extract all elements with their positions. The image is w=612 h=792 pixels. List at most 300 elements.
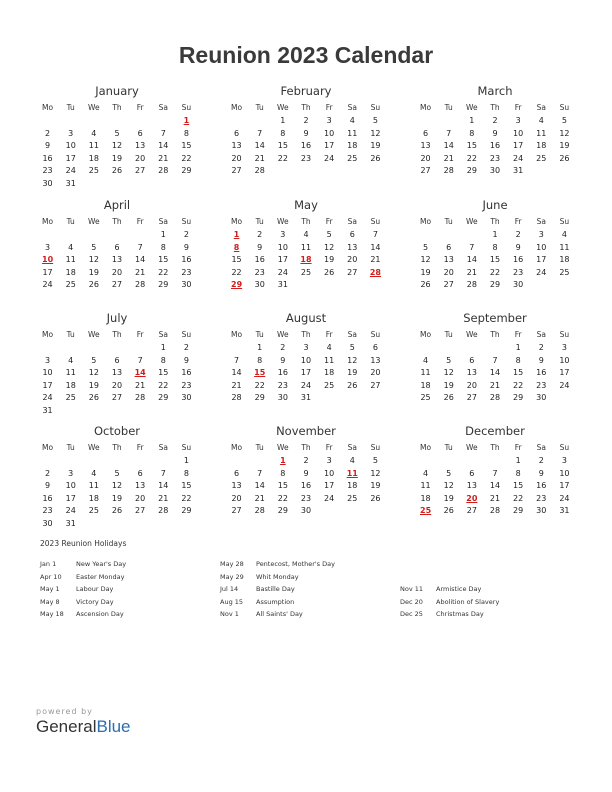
day-cell: 28 bbox=[254, 506, 265, 515]
empty-cell bbox=[59, 229, 82, 242]
weekday-header: Mo bbox=[420, 103, 432, 112]
day-cell: 31 bbox=[559, 506, 570, 515]
month-june bbox=[414, 198, 576, 292]
weekday-header: Tu bbox=[444, 330, 453, 339]
weekday-header: Tu bbox=[444, 103, 453, 112]
day-cell: 15 bbox=[181, 141, 192, 150]
month-days-grid bbox=[36, 327, 198, 417]
day-cell: 16 bbox=[42, 153, 53, 163]
month-april bbox=[36, 198, 198, 292]
day-cell: 18 bbox=[65, 380, 76, 390]
empty-cell bbox=[152, 455, 175, 468]
day-cell: 15 bbox=[158, 255, 169, 264]
weekday-header: Fr bbox=[325, 330, 333, 339]
empty-cell bbox=[59, 342, 82, 355]
day-cell: 8 bbox=[280, 128, 286, 138]
day-cell: 1 bbox=[280, 116, 286, 125]
day-cell: 6 bbox=[114, 242, 120, 252]
day-cell: 28 bbox=[489, 506, 501, 515]
day-cell: 22 bbox=[181, 153, 192, 163]
day-cell: 19 bbox=[347, 368, 358, 377]
holiday-date: May 29 bbox=[220, 572, 244, 581]
day-cell: 10 bbox=[65, 141, 76, 150]
day-cell: 29 bbox=[181, 166, 192, 175]
month-may bbox=[225, 198, 387, 292]
day-cell: 22 bbox=[158, 380, 169, 390]
weekday-header: Fr bbox=[514, 103, 522, 112]
month-days-grid bbox=[414, 440, 576, 518]
day-cell: 19 bbox=[443, 380, 454, 390]
day-cell: 26 bbox=[443, 393, 454, 402]
day-cell: 13 bbox=[443, 255, 454, 264]
holidays-title: 2023 Reunion Holidays bbox=[40, 539, 127, 548]
empty-cell bbox=[414, 229, 437, 242]
holiday-date: Dec 25 bbox=[400, 610, 423, 618]
holidays-column bbox=[400, 583, 580, 621]
weekday-header: Sa bbox=[536, 217, 546, 226]
day-cell: 29 bbox=[158, 280, 169, 289]
day-cell: 12 bbox=[443, 481, 454, 490]
day-cell: 30 bbox=[536, 506, 547, 515]
day-cell: 18 bbox=[347, 141, 358, 150]
day-cell: 20 bbox=[231, 493, 242, 503]
weekday-header: Mo bbox=[420, 443, 432, 452]
day-cell: 14 bbox=[443, 141, 454, 150]
day-cell: 4 bbox=[423, 468, 429, 478]
empty-cell bbox=[129, 342, 152, 355]
month-days-grid bbox=[36, 440, 198, 530]
day-cell: 27 bbox=[466, 506, 477, 515]
holiday-name: Armistice Day bbox=[436, 585, 482, 593]
day-cell: 1 bbox=[515, 343, 521, 352]
holiday-row bbox=[400, 583, 580, 596]
month-days-grid bbox=[225, 214, 387, 292]
holiday-day-cell: 11 bbox=[346, 468, 358, 478]
day-cell: 6 bbox=[349, 230, 355, 239]
day-cell: 16 bbox=[536, 481, 547, 490]
day-cell: 27 bbox=[420, 166, 431, 175]
generalblue-logo[interactable] bbox=[36, 717, 131, 737]
day-cell: 7 bbox=[257, 128, 263, 138]
day-cell: 4 bbox=[349, 116, 355, 125]
weekday-header: Th bbox=[112, 217, 122, 226]
weekday-header: Sa bbox=[536, 443, 546, 452]
holiday-day-cell: 15 bbox=[254, 368, 266, 377]
day-cell: 11 bbox=[324, 355, 335, 365]
empty-cell bbox=[105, 455, 128, 468]
day-cell: 25 bbox=[420, 393, 431, 402]
day-cell: 20 bbox=[111, 380, 123, 390]
day-cell: 10 bbox=[513, 128, 524, 138]
day-cell: 21 bbox=[158, 493, 169, 503]
day-cell: 3 bbox=[280, 230, 286, 239]
weekday-header: Tu bbox=[66, 330, 75, 339]
day-cell: 18 bbox=[324, 368, 335, 377]
holiday-row bbox=[40, 583, 220, 596]
holiday-date: Nov 1 bbox=[220, 610, 239, 618]
day-cell: 10 bbox=[536, 242, 547, 252]
empty-cell bbox=[414, 342, 437, 355]
day-cell: 2 bbox=[492, 116, 498, 125]
day-cell: 6 bbox=[469, 468, 475, 478]
day-cell: 9 bbox=[45, 481, 51, 490]
weekday-header: We bbox=[466, 217, 478, 226]
day-cell: 2 bbox=[45, 128, 51, 138]
day-cell: 9 bbox=[183, 355, 189, 365]
day-cell: 31 bbox=[300, 393, 312, 402]
day-cell: 2 bbox=[257, 230, 263, 239]
day-cell: 17 bbox=[65, 153, 76, 163]
empty-cell bbox=[129, 229, 152, 242]
holiday-row bbox=[400, 596, 580, 609]
day-cell: 17 bbox=[300, 368, 312, 377]
day-cell: 22 bbox=[466, 153, 477, 163]
day-cell: 10 bbox=[559, 355, 570, 365]
day-cell: 21 bbox=[489, 380, 501, 390]
day-cell: 28 bbox=[135, 393, 146, 402]
month-march bbox=[414, 84, 576, 178]
day-cell: 23 bbox=[489, 153, 501, 163]
day-cell: 2 bbox=[303, 116, 309, 125]
weekday-header: Su bbox=[559, 330, 570, 339]
day-cell: 7 bbox=[137, 355, 143, 365]
day-cell: 8 bbox=[515, 355, 521, 365]
day-cell: 24 bbox=[65, 166, 76, 175]
day-cell: 12 bbox=[111, 481, 123, 490]
day-cell: 14 bbox=[489, 481, 501, 490]
day-cell: 2 bbox=[280, 343, 286, 352]
day-cell: 21 bbox=[489, 493, 501, 503]
weekday-header: Mo bbox=[42, 217, 54, 226]
holiday-row bbox=[40, 571, 220, 584]
empty-cell bbox=[437, 455, 460, 468]
day-cell: 27 bbox=[111, 280, 123, 289]
logo-blue: Blue bbox=[96, 717, 131, 736]
day-cell: 19 bbox=[443, 493, 454, 503]
holiday-name: Victory Day bbox=[76, 597, 114, 606]
holiday-name: Christmas Day bbox=[436, 610, 484, 618]
powered-by-text: powered by bbox=[36, 707, 93, 716]
day-cell: 24 bbox=[513, 153, 524, 163]
day-cell: 24 bbox=[559, 380, 570, 390]
weekday-header: Tu bbox=[66, 443, 75, 452]
day-cell: 28 bbox=[466, 280, 477, 289]
day-cell: 27 bbox=[111, 393, 123, 402]
empty-cell bbox=[152, 115, 175, 128]
day-cell: 9 bbox=[280, 355, 286, 365]
empty-cell bbox=[82, 342, 105, 355]
day-cell: 26 bbox=[88, 393, 99, 402]
day-cell: 21 bbox=[466, 267, 477, 277]
empty-cell bbox=[437, 115, 460, 128]
day-cell: 7 bbox=[137, 242, 143, 252]
day-cell: 27 bbox=[347, 267, 358, 277]
day-cell: 23 bbox=[181, 380, 192, 390]
day-cell: 14 bbox=[370, 242, 381, 252]
weekday-header: Mo bbox=[231, 103, 243, 112]
day-cell: 9 bbox=[45, 141, 51, 150]
day-cell: 2 bbox=[183, 343, 189, 352]
day-cell: 9 bbox=[257, 242, 263, 252]
weekday-header: Su bbox=[559, 443, 570, 452]
day-cell: 13 bbox=[370, 355, 381, 365]
day-cell: 28 bbox=[158, 166, 169, 175]
holiday-date: Jan 1 bbox=[40, 560, 57, 568]
day-cell: 4 bbox=[326, 343, 332, 352]
day-cell: 4 bbox=[68, 355, 74, 365]
day-cell: 1 bbox=[492, 230, 498, 239]
day-cell: 14 bbox=[489, 368, 501, 377]
day-cell: 4 bbox=[91, 128, 97, 138]
day-cell: 17 bbox=[277, 255, 288, 264]
day-cell: 9 bbox=[303, 468, 309, 478]
day-cell: 5 bbox=[114, 468, 120, 478]
weekday-header: Su bbox=[370, 217, 381, 226]
month-days-grid bbox=[36, 100, 198, 190]
empty-cell bbox=[129, 115, 152, 128]
day-cell: 18 bbox=[65, 267, 76, 277]
day-cell: 30 bbox=[536, 393, 547, 402]
day-cell: 25 bbox=[65, 393, 76, 402]
day-cell: 4 bbox=[538, 116, 544, 125]
day-cell: 15 bbox=[277, 481, 288, 490]
day-cell: 12 bbox=[370, 468, 381, 478]
day-cell: 5 bbox=[349, 343, 355, 352]
day-cell: 23 bbox=[277, 380, 288, 390]
weekday-header: Th bbox=[301, 217, 311, 226]
day-cell: 12 bbox=[443, 368, 454, 377]
day-cell: 13 bbox=[111, 255, 123, 264]
day-cell: 28 bbox=[254, 166, 265, 175]
day-cell: 14 bbox=[231, 368, 242, 377]
day-cell: 23 bbox=[300, 153, 312, 163]
holiday-name: Whit Monday bbox=[256, 572, 299, 581]
day-cell: 12 bbox=[88, 255, 99, 264]
day-cell: 9 bbox=[183, 242, 189, 252]
holiday-row bbox=[40, 596, 220, 609]
empty-cell bbox=[82, 455, 105, 468]
day-cell: 2 bbox=[303, 456, 309, 465]
month-august bbox=[225, 311, 387, 405]
weekday-header: We bbox=[466, 330, 478, 339]
day-cell: 19 bbox=[111, 493, 123, 503]
day-cell: 24 bbox=[559, 493, 570, 503]
day-cell: 3 bbox=[538, 230, 544, 239]
empty-cell bbox=[437, 342, 460, 355]
day-cell: 26 bbox=[370, 153, 381, 163]
day-cell: 22 bbox=[231, 267, 242, 277]
day-cell: 6 bbox=[114, 355, 120, 365]
weekday-header: Mo bbox=[42, 443, 54, 452]
weekday-header: Sa bbox=[158, 103, 168, 112]
day-cell: 19 bbox=[420, 267, 431, 277]
day-cell: 18 bbox=[420, 493, 431, 503]
holiday-row bbox=[220, 596, 400, 609]
day-cell: 23 bbox=[536, 493, 547, 503]
day-cell: 28 bbox=[135, 280, 146, 289]
day-cell: 21 bbox=[158, 153, 169, 163]
day-cell: 21 bbox=[231, 380, 242, 390]
day-cell: 14 bbox=[254, 481, 265, 490]
month-days-grid bbox=[36, 214, 198, 292]
day-cell: 8 bbox=[183, 128, 189, 138]
weekday-header: Tu bbox=[66, 217, 75, 226]
day-cell: 8 bbox=[515, 468, 521, 478]
month-october bbox=[36, 424, 198, 530]
day-cell: 2 bbox=[183, 230, 189, 239]
month-name: August bbox=[285, 311, 327, 325]
day-cell: 28 bbox=[443, 166, 454, 175]
day-cell: 5 bbox=[372, 116, 378, 125]
holiday-name: Bastille Day bbox=[256, 585, 295, 593]
day-cell: 21 bbox=[443, 153, 454, 163]
weekday-header: Sa bbox=[347, 330, 357, 339]
day-cell: 13 bbox=[347, 242, 358, 252]
day-cell: 7 bbox=[160, 128, 166, 138]
holiday-date: Aug 15 bbox=[220, 597, 244, 606]
day-cell: 2 bbox=[515, 230, 521, 239]
day-cell: 13 bbox=[231, 141, 242, 150]
day-cell: 20 bbox=[135, 153, 146, 163]
day-cell: 30 bbox=[181, 280, 192, 289]
day-cell: 27 bbox=[443, 280, 454, 289]
day-cell: 23 bbox=[42, 506, 53, 515]
day-cell: 5 bbox=[91, 355, 97, 365]
weekday-header: Tu bbox=[255, 443, 264, 452]
day-cell: 16 bbox=[42, 493, 53, 503]
holiday-name: Assumption bbox=[256, 597, 295, 606]
month-days-grid bbox=[414, 100, 576, 178]
holiday-row bbox=[220, 558, 400, 571]
day-cell: 13 bbox=[111, 368, 123, 377]
holiday-name: Pentecost, Mother's Day bbox=[256, 560, 335, 568]
month-december bbox=[414, 424, 576, 518]
day-cell: 11 bbox=[420, 368, 431, 377]
day-cell: 30 bbox=[300, 506, 312, 515]
day-cell: 13 bbox=[135, 481, 146, 490]
day-cell: 29 bbox=[254, 393, 265, 402]
weekday-header: Fr bbox=[514, 217, 522, 226]
day-cell: 31 bbox=[42, 405, 53, 415]
day-cell: 5 bbox=[372, 456, 378, 465]
day-cell: 30 bbox=[277, 393, 288, 402]
weekday-header: Mo bbox=[420, 217, 432, 226]
day-cell: 27 bbox=[135, 166, 146, 175]
day-cell: 27 bbox=[135, 506, 146, 515]
empty-cell bbox=[82, 229, 105, 242]
empty-cell bbox=[105, 342, 128, 355]
day-cell: 16 bbox=[181, 368, 192, 377]
weekday-header: Tu bbox=[255, 330, 264, 339]
day-cell: 8 bbox=[257, 355, 263, 365]
day-cell: 2 bbox=[538, 456, 544, 465]
holiday-day-cell: 25 bbox=[420, 506, 432, 515]
day-cell: 24 bbox=[300, 380, 312, 390]
empty-cell bbox=[82, 115, 105, 128]
day-cell: 26 bbox=[111, 506, 123, 515]
weekday-header: Su bbox=[370, 330, 381, 339]
day-cell: 15 bbox=[513, 481, 524, 490]
weekday-header: Su bbox=[181, 443, 192, 452]
day-cell: 26 bbox=[88, 280, 99, 289]
weekday-header: Su bbox=[559, 217, 570, 226]
month-days-grid bbox=[225, 100, 387, 178]
holiday-day-cell: 1 bbox=[233, 230, 240, 239]
day-cell: 6 bbox=[137, 468, 143, 478]
day-cell: 28 bbox=[158, 506, 169, 515]
day-cell: 9 bbox=[538, 355, 544, 365]
day-cell: 11 bbox=[88, 481, 99, 490]
day-cell: 17 bbox=[324, 481, 335, 490]
day-cell: 18 bbox=[88, 493, 99, 503]
empty-cell bbox=[225, 342, 248, 355]
day-cell: 15 bbox=[466, 141, 477, 150]
holiday-row bbox=[400, 608, 580, 621]
day-cell: 31 bbox=[277, 280, 288, 289]
weekday-header: Mo bbox=[231, 217, 243, 226]
weekday-header: Th bbox=[301, 330, 311, 339]
weekday-header: Th bbox=[112, 443, 122, 452]
day-cell: 3 bbox=[515, 116, 521, 125]
day-cell: 3 bbox=[45, 242, 51, 252]
day-cell: 25 bbox=[88, 506, 99, 515]
day-cell: 17 bbox=[559, 481, 570, 490]
day-cell: 19 bbox=[559, 141, 570, 150]
logo-general: General bbox=[36, 717, 97, 736]
day-cell: 8 bbox=[160, 355, 166, 365]
day-cell: 17 bbox=[42, 267, 53, 277]
day-cell: 7 bbox=[469, 242, 475, 252]
day-cell: 16 bbox=[277, 368, 288, 377]
day-cell: 14 bbox=[254, 141, 265, 150]
month-january bbox=[36, 84, 198, 190]
day-cell: 16 bbox=[300, 141, 312, 150]
day-cell: 27 bbox=[231, 506, 242, 515]
holiday-day-cell: 10 bbox=[42, 255, 54, 264]
weekday-header: Su bbox=[181, 103, 192, 112]
empty-cell bbox=[36, 229, 59, 242]
day-cell: 23 bbox=[42, 166, 53, 175]
weekday-header: We bbox=[277, 443, 289, 452]
day-cell: 16 bbox=[489, 141, 501, 150]
empty-cell bbox=[59, 455, 82, 468]
day-cell: 1 bbox=[160, 230, 166, 239]
day-cell: 16 bbox=[513, 255, 524, 264]
day-cell: 25 bbox=[536, 153, 547, 163]
day-cell: 7 bbox=[492, 355, 498, 365]
day-cell: 10 bbox=[277, 242, 288, 252]
day-cell: 8 bbox=[492, 242, 498, 252]
day-cell: 12 bbox=[88, 368, 99, 377]
day-cell: 26 bbox=[559, 153, 570, 163]
day-cell: 13 bbox=[420, 141, 431, 150]
day-cell: 15 bbox=[231, 255, 242, 264]
day-cell: 11 bbox=[559, 242, 570, 252]
day-cell: 31 bbox=[65, 518, 76, 528]
holiday-date: May 18 bbox=[40, 610, 64, 618]
day-cell: 15 bbox=[181, 481, 192, 490]
day-cell: 13 bbox=[466, 481, 477, 490]
holiday-day-cell: 20 bbox=[466, 493, 478, 503]
weekday-header: Sa bbox=[158, 330, 168, 339]
day-cell: 15 bbox=[277, 141, 288, 150]
weekday-header: Su bbox=[559, 103, 570, 112]
day-cell: 24 bbox=[324, 153, 335, 163]
day-cell: 12 bbox=[324, 242, 335, 252]
day-cell: 28 bbox=[489, 393, 501, 402]
day-cell: 5 bbox=[446, 355, 452, 365]
empty-cell bbox=[483, 342, 506, 355]
